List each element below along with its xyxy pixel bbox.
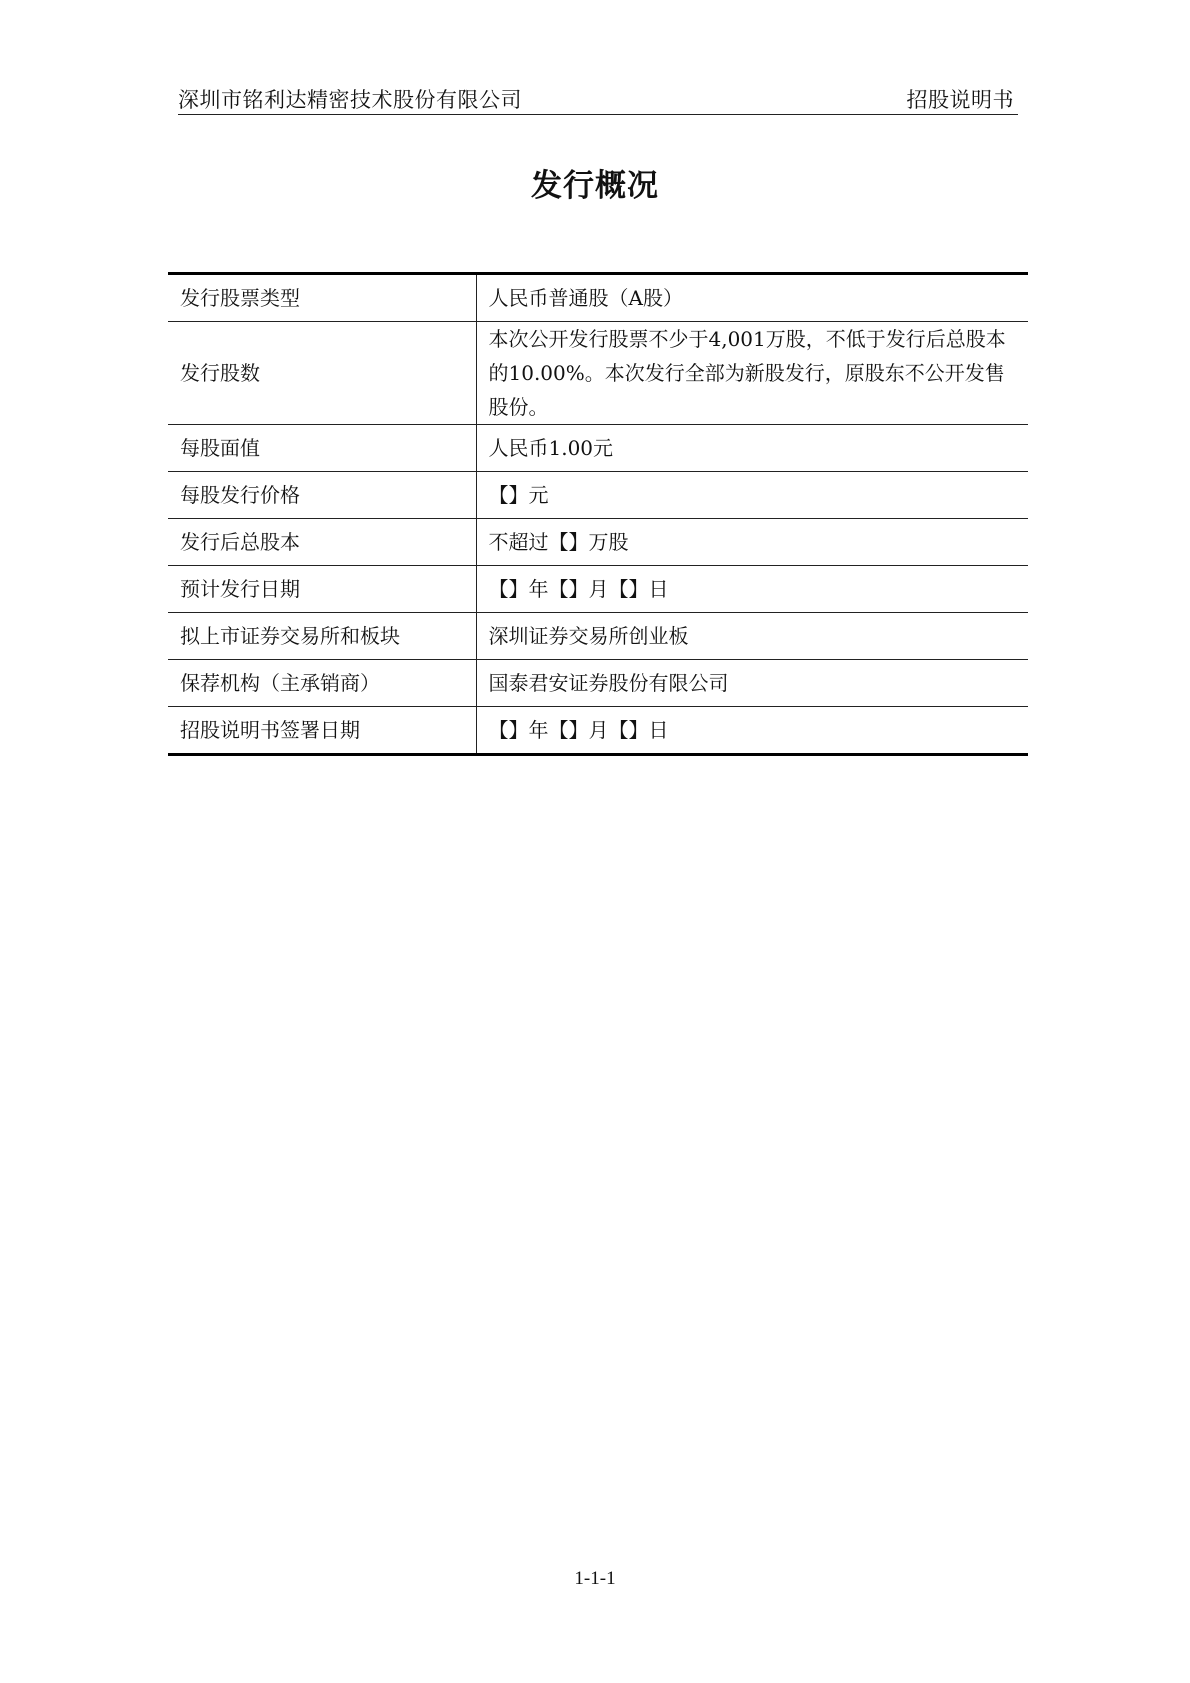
table-row (168, 566, 1028, 613)
table-row (168, 472, 1028, 519)
table-row (168, 425, 1028, 472)
row-label: 发行股票类型 (168, 274, 476, 322)
table-row (168, 613, 1028, 660)
row-value: 【】年【】月【】日 (476, 707, 1028, 755)
row-label: 保荐机构（主承销商） (168, 660, 476, 707)
row-label: 拟上市证券交易所和板块 (168, 613, 476, 660)
document-type: 招股说明书 (906, 88, 1014, 112)
table-row (168, 707, 1028, 755)
offering-summary-table (168, 272, 1028, 756)
row-label: 发行后总股本 (168, 519, 476, 566)
row-value: 【】元 (476, 472, 1028, 519)
table-row (168, 274, 1028, 322)
page-title: 发行概况 (531, 168, 659, 204)
row-value: 人民币普通股（A股） (488, 286, 683, 310)
table-row (168, 519, 1028, 566)
row-label: 发行股数 (168, 322, 476, 425)
page-number: 1-1-1 (574, 1568, 616, 1589)
row-label: 预计发行日期 (168, 566, 476, 613)
row-label: 招股说明书签署日期 (168, 707, 476, 755)
row-value: 【】年【】月【】日 (476, 566, 1028, 613)
row-label: 每股面值 (168, 425, 476, 472)
row-label: 每股发行价格 (168, 472, 476, 519)
row-value: 不超过【】万股 (476, 519, 1028, 566)
table-row (168, 660, 1028, 707)
table-row (168, 322, 1028, 425)
page-header (178, 82, 1018, 115)
company-name: 深圳市铭利达精密技术股份有限公司 (178, 88, 522, 112)
row-value: 本次公开发行股票不少于4,001万股，不低于发行后总股本的10.00%。本次发行全部为新股发行，原股东不公开发售股份。 (476, 322, 1028, 425)
row-value: 国泰君安证券股份有限公司 (476, 660, 1028, 707)
row-value: 深圳证券交易所创业板 (476, 613, 1028, 660)
row-value: 人民币1.00元 (476, 425, 1028, 472)
